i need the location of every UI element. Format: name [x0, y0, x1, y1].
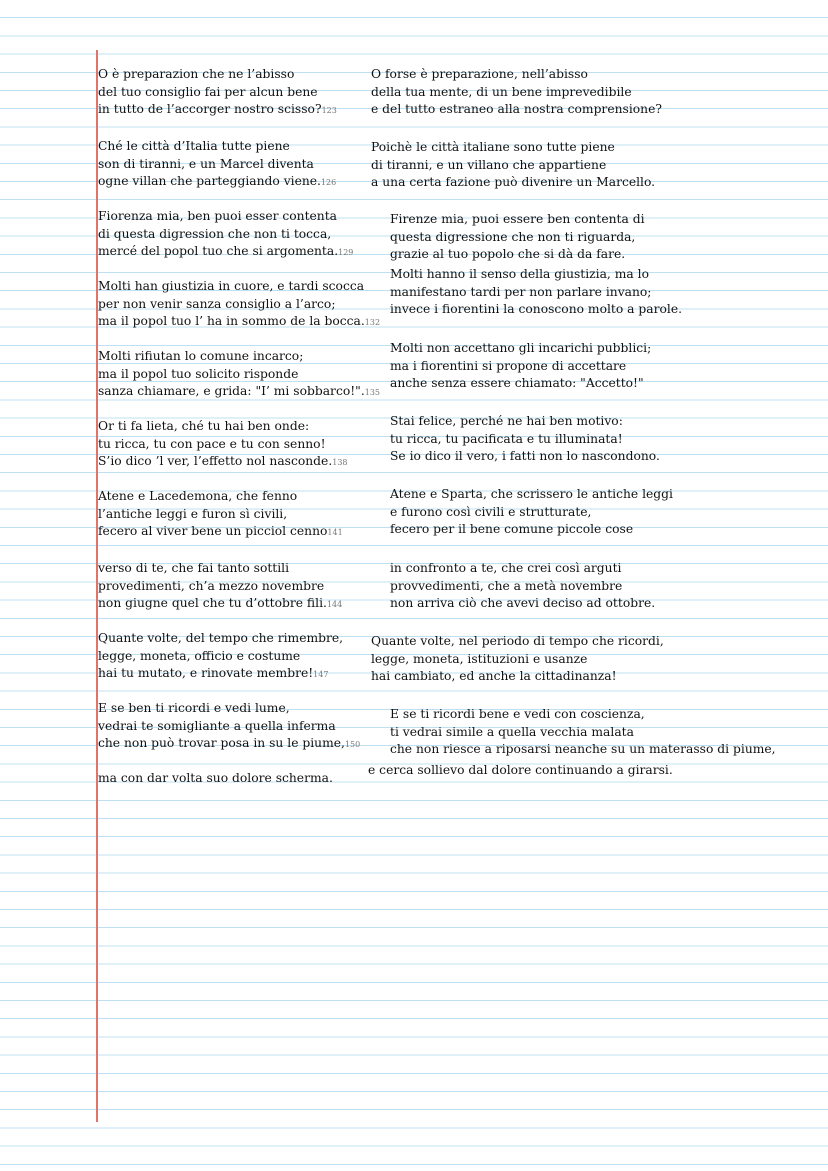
verse-line: Ché le città d’Italia tutte piene — [98, 139, 290, 153]
verse-line: del tuo consiglio fai per alcun bene — [98, 84, 318, 99]
translation-line: ma i fiorentini si propone di accettare — [390, 358, 627, 373]
verse-line: fecero al viver bene un picciol cenno — [98, 524, 328, 538]
stanza-original — [98, 630, 343, 684]
verse-line: non giugne quel che tu d’ottobre fili. — [98, 596, 327, 610]
stanza-original — [98, 348, 380, 402]
translation-line: grazie al tuo popolo che si dà da fare. — [390, 247, 626, 261]
verse-line: che non può trovar posa in su le piume, — [98, 736, 345, 750]
stanza-translation — [390, 486, 673, 539]
verse-number: 129 — [338, 248, 354, 257]
verse-line: ogne villan che parteggiando viene. — [98, 174, 321, 188]
verse-line: Or ti fa lieta, ché tu hai ben onde: — [98, 419, 310, 433]
verse-line: Molti han giustizia in cuore, e tardi scocca — [98, 279, 365, 293]
verse-number: 126 — [320, 178, 337, 187]
verse-line: ma il popol tuo l’ ha in sommo de la bocca. — [98, 314, 365, 328]
translation-line: tu ricca, tu pacificata e tu illuminata! — [390, 431, 623, 446]
verse-line: vedrai te somigliante a quella inferma — [98, 718, 336, 733]
verse-line: sanza chiamare, e grida: "I’ mi sobbarco!". — [98, 384, 365, 398]
verse-line: ma il popol tuo solicito risponde — [98, 366, 299, 381]
translation-line: legge, moneta, istituzioni e usanze — [371, 651, 588, 666]
stanza-translation — [371, 139, 655, 192]
verse-line: legge, moneta, officio e costume — [98, 648, 301, 663]
verse-number: 132 — [364, 318, 381, 327]
stanza-translation — [390, 266, 682, 319]
translation-line: invece i fiorentini la conoscono molto a parole. — [390, 302, 683, 316]
translation-line: della tua mente, di un bene imprevedibile — [371, 84, 632, 99]
stanza-translation — [390, 340, 651, 393]
verse-line: Molti rifiutan lo comune incarco; — [98, 349, 304, 363]
stanza-original — [98, 700, 360, 754]
translation-line: Se io dico il vero, i fatti non lo nascondono. — [390, 449, 660, 463]
translation-line: provvedimenti, che a metà novembre — [390, 578, 623, 593]
stanza-translation — [390, 560, 655, 613]
verse-line: O è preparazion che ne l’abisso — [98, 67, 295, 81]
translation-line: Molti non accettano gli incarichi pubblici; — [390, 341, 652, 355]
translation-line: a una certa fazione può divenire un Marcello. — [371, 175, 656, 189]
verse-line: Quante volte, del tempo che rimembre, — [98, 631, 344, 645]
verse-line: son di tiranni, e un Marcel diventa — [98, 156, 314, 171]
translation-line: ti vedrai simile a quella vecchia malata — [390, 724, 634, 739]
translation-line: di tiranni, e un villano che appartiene — [371, 157, 607, 172]
translation-line: e del tutto estraneo alla nostra comprensione? — [371, 102, 662, 116]
translation-line: Poichè le città italiane sono tutte piene — [371, 140, 615, 154]
translation-line: e furono così civili e strutturate, — [390, 504, 592, 519]
stanza-original — [98, 488, 343, 542]
translation-line: Firenze mia, puoi essere ben contenta di — [390, 212, 645, 226]
verse-number: 135 — [364, 388, 381, 397]
stanza-original — [98, 208, 353, 262]
translation-line: Quante volte, nel periodo di tempo che ricordi, — [371, 634, 664, 648]
stanza-original — [98, 560, 342, 614]
verse-line: mercé del popol tuo che si argomenta. — [98, 244, 339, 258]
stanza-original — [98, 138, 336, 192]
verse-line: verso di te, che fai tanto sottili — [98, 561, 290, 575]
verse-line: Atene e Lacedemona, che fenno — [98, 489, 298, 503]
translation-line: e cerca sollievo dal dolore continuando a girarsi. — [368, 763, 673, 777]
translation-line: Molti hanno il senso della giustizia, ma lo — [390, 267, 649, 281]
closing-original — [98, 770, 333, 788]
translation-line: O forse è preparazione, nell’abisso — [371, 67, 588, 81]
verse-number: 141 — [327, 528, 343, 537]
translation-line: in confronto a te, che crei così arguti — [390, 561, 622, 575]
verse-line: E se ben ti ricordi e vedi lume, — [98, 701, 290, 715]
verse-number: 144 — [326, 600, 343, 609]
translation-line: Atene e Sparta, che scrissero le antiche leggi — [390, 487, 673, 501]
verse-line: l’antiche leggi e furon sì civili, — [98, 506, 288, 521]
verse-line: di questa digression che non ti tocca, — [98, 226, 332, 241]
verse-line: hai tu mutato, e rinovate membre! — [98, 666, 314, 680]
stanza-original — [98, 418, 348, 472]
translation-line: hai cambiato, ed anche la cittadinanza! — [371, 669, 617, 683]
translation-line: Stai felice, perché ne hai ben motivo: — [390, 414, 623, 428]
verse-line: ma con dar volta suo dolore scherma. — [98, 771, 333, 785]
stanza-translation — [371, 633, 664, 686]
verse-line: provedimenti, ch’a mezzo novembre — [98, 578, 325, 593]
stanza-translation — [390, 706, 776, 759]
translation-line: fecero per il bene comune piccole cose — [390, 522, 634, 536]
verse-line: per non venir sanza consiglio a l’arco; — [98, 296, 336, 311]
verse-number: 138 — [332, 458, 348, 467]
verse-line: Fiorenza mia, ben puoi esser contenta — [98, 209, 338, 223]
verse-number: 147 — [313, 670, 329, 679]
stanza-translation — [371, 66, 662, 119]
translation-line: che non riesce a riposarsi neanche su un materasso di piume, — [390, 742, 776, 756]
translation-line: manifestano tardi per non parlare invano; — [390, 284, 652, 299]
translation-line: non arriva ciò che avevi deciso ad ottobre. — [390, 596, 656, 610]
verse-line: tu ricca, tu con pace e tu con senno! — [98, 436, 326, 451]
closing-translation — [368, 762, 673, 780]
stanza-original — [98, 66, 337, 120]
verse-line: in tutto de l’accorger nostro scisso? — [98, 102, 322, 116]
stanza-translation — [390, 211, 645, 264]
verse-line: S’io dico ’l ver, l’effetto nol nasconde. — [98, 454, 333, 468]
translation-line: questa digressione che non ti riguarda, — [390, 229, 636, 244]
translation-line: E se ti ricordi bene e vedi con coscienza, — [390, 707, 645, 721]
verse-number: 123 — [321, 106, 337, 115]
verse-number: 150 — [344, 740, 361, 749]
translation-line: anche senza essere chiamato: "Accetto!" — [390, 376, 644, 390]
stanza-original — [98, 278, 380, 332]
stanza-translation — [390, 413, 660, 466]
